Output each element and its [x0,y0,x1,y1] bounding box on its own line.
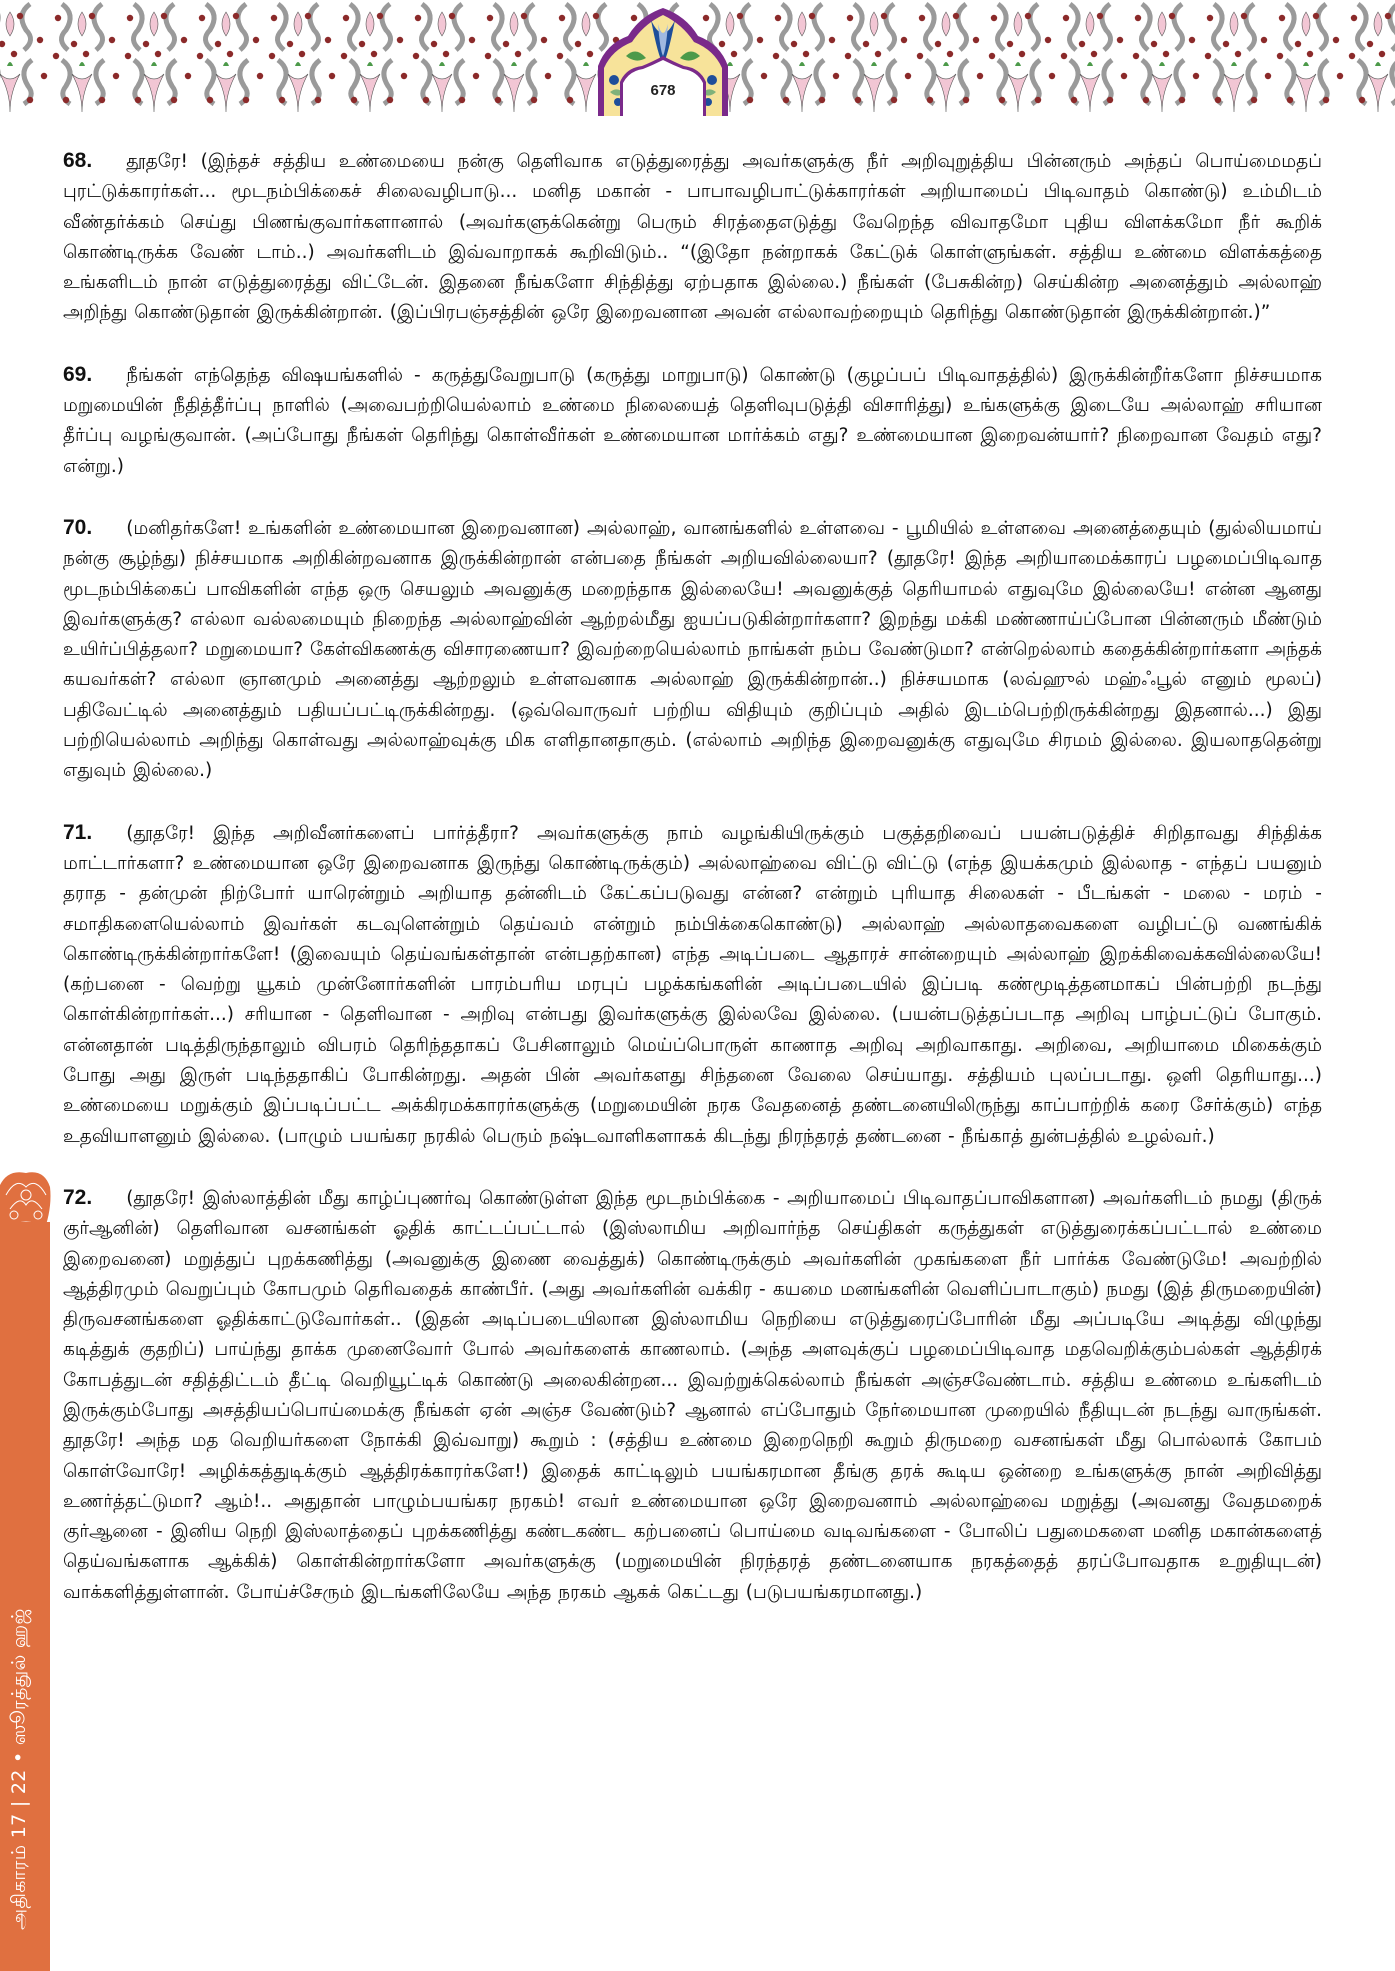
ornament-tile [917,4,983,112]
ornament-tile [0,4,47,112]
verse-text: (மனிதர்களே! உங்களின் உண்மையான இறைவனான) அல்லாஹ், வானங்களில் உள்ளவை - பூமியில் உள்ளவை அனைத்தையும் (துல்லியமாய் நன்கு சூழ்ந்து) நிச்சயமாக அறிகின்றவனாக இருக்கின்றான் என்பதை நீங்கள் அறியவில்லையா? (தூதரே! இந்த அறியாமைக்காரப் பழமைப்பிடிவாத மூடநம்பிக்கைப் பாவிகளின் எந்த ஒரு செயலும் அவனுக்கு மறைந்தாக இல்லையே! அவனுக்குத் தெரியாமல் எதுவுமே இல்லையே! என்ன ஆனது இவர்களுக்கு? எல்லா வல்லமையும் நிறைந்த அல்லாஹ்வின் ஆற்றல்மீது ஐயப்படுகின்றார்களா? இறந்து மக்கி மண்ணாய்ப்போன பின்னரும் மீண்டும் உயிர்ப்பித்தலா? மறுமையா? கேள்விகணக்கு விசாரணையா? இவற்றையெல்லாம் நாங்கள் நம்ப வேண்டுமா? என்றெல்லாம் கதைக்கின்றார்களா அந்தக் கயவர்கள்? எல்லா ஞானமும் அனைத்து ஆற்றலும் உள்ளவனாக அல்லாஹ் இருக்கின்றான்..) நிச்சயமாக (லவ்ஹுல் மஹ்ஃபூல் எனும் மூலப்) பதிவேட்டில் அனைத்தும் பதியப்பட்டிருக்கின்றது. (ஒவ்வொருவர் பற்றிய விதியும் குறிப்பும் அதில் இடம்பெற்றிருக்கின்றது இதனால்...) இது பற்றியெல்லாம் அறிந்து கொள்வது அல்லாஹ்வுக்கு மிக எளிதானதாகும். (எல்லாம் அறிந்த இறைவனுக்கு எதுவுமே சிரமம் இல்லை. இயலாததென்று எதுவும் இல்லை.) [63,517,1322,782]
page-number: 678 [650,82,676,99]
ornament-tile [53,4,119,112]
verse-number: 68. [63,149,93,172]
ornament-tile [1061,4,1127,112]
page-content [63,146,1322,1638]
verse-number: 69. [63,362,93,386]
verse-number: 71. [63,820,93,844]
ornament-tile [269,4,335,112]
ornament-tile [1205,4,1271,112]
verse-paragraph [63,360,1322,482]
verse-text: தூதரே! (இந்தச் சத்திய உண்மையை நன்கு தெளிவாக எடுத்துரைத்து அவர்களுக்கு நீர் அறிவுறுத்திய பின்னரும் அந்தப் பொய்மைமதப் புரட்டுக்காரர்கள்... மூடநம்பிக்கைச் சிலைவழிபாடு... மனித மகான் - பாபாவழிபாட்டுக்காரர்கள் அறியாமைப் பிடிவாதம் கொண்டு) உம்மிடம் வீண்தர்க்கம் செய்து பிணங்குவார்களானால் (அவர்களுக்கென்று பெரும் சிரத்தைஎடுத்து வேறெந்த விவாதமோ புதிய விளக்கமோ நீர் கூறிக் கொண்டிருக்க வேண் டாம்..) அவர்களிடம் இவ்வாறாகக் கூறிவிடும்.. “(இதோ நன்றாகக் கேட்டுக் கொள்ளுங்கள். சத்திய உண்மை விளக்கத்தை உங்களிடம் நான் எடுத்துரைத்து விட்டேன். இதனை நீங்களோ சிந்தித்து ஏற்பதாக இல்லை.) நீங்கள் (பேசுகின்ற) செய்கின்ற அனைத்தும் அல்லாஹ் அறிந்து கொண்டுதான் இருக்கின்றான். (இப்பிரபஞ்சத்தின் ஒரே இறைவனான அவன் எல்லாவற்றையும் தெரிந்து கொண்டுதான் இருக்கின்றான்.)” [63,151,1322,324]
verse-text: (தூதரே! இந்த அறிவீனர்களைப் பார்த்தீரா? அவர்களுக்கு நாம் வழங்கியிருக்கும் பகுத்தறிவைப் பயன்படுத்திச் சிறிதாவது சிந்திக்க மாட்டார்களா? உண்மையான ஒரே இறைவனாக இருந்து கொண்டிருக்கும்) அல்லாஹ்வை விட்டு விட்டு (எந்த இயக்கமும் இல்லாத - எந்தப் பயனும் தராத - தன்முன் நிற்போர் யாரென்றும் அறியாத தன்னிடம் கேட்கப்படுவது என்ன? என்றும் புரியாத சிலைகள் - பீடங்கள் - மலை - மரம் - சமாதிகளையெல்லாம் இவர்கள் கடவுளென்றும் தெய்வம் என்றும் நம்பிக்கைகொண்டு) அல்லாஹ் அல்லாதவைகளை வழிபட்டு வணங்கிக் கொண்டிருக்கின்றார்களே! (இவையும் தெய்வங்கள்தான் என்பதற்கான) எந்த அடிப்படை ஆதாரச் சான்றையும் அல்லாஹ் இறக்கிவைக்கவில்லையே! (கற்பனை - வெற்று யூகம் முன்னோர்களின் பாரம்பரிய மரபுப் பழக்கங்களின் அடிப்படையில் இப்படி கண்மூடித்தனமாகப் பின்பற்றி நடந்து கொள்கின்றார்கள்...) சரியான - தெளிவான - அறிவு என்பது இவர்களுக்கு இல்லவே இல்லை. (பயன்படுத்தப்படாத அறிவு பாழ்பட்டுப் போகும். என்னதான் படித்திருந்தாலும் விபரம் தெரிந்ததாகப் பேசினாலும் மெய்ப்பொருள் காணாத அறிவு அறிவாகாது. அறிவை, அறியாமை மிகைக்கும் போது அது இருள் படிந்ததாகிப் போகின்றது. அதன் பின் அவர்களது சிந்தனை வேலை செய்யாது. சத்தியம் புலப்படாது. ஒளி தெரியாது...) உண்மையை மறுக்கும் இப்படிப்பட்ட அக்கிரமக்காரர்களுக்கு (மறுமையின் நரக வேதனைத் தண்டனையிலிருந்து காப்பாற்றிக் கரை சேர்க்கும்) எந்த உதவியாளனும் இல்லை. (பாழும் பயங்கர நரகில் பெரும் நஷ்டவாளிகளாகக் கிடந்து நிரந்தரத் தண்டனை - நீங்காத் துன்பத்தில் உழல்வர்.) [63,822,1322,1147]
ornament-tile [1277,4,1343,112]
ornament-tile [773,4,839,112]
verse-number: 72. [63,1185,93,1209]
ornament-tile [413,4,479,112]
ornament-tile [1133,4,1199,112]
ornament-tile [125,4,191,112]
ornament-tile [197,4,263,112]
page-number-arch-ornament [596,6,730,116]
ornament-tile [1349,4,1395,112]
ornament-tile [989,4,1055,112]
ornament-tile [845,4,911,112]
verse-text: (தூதரே! இஸ்லாத்தின் மீது காழ்ப்புணர்வு கொண்டுள்ள இந்த மூடநம்பிக்கை - அறியாமைப் பிடிவாதப்பாவிகளான) அவர்களிடம் நமது (திருக் குர்ஆனின்) தெளிவான வசனங்கள் ஓதிக் காட்டப்பட்டால் (இஸ்லாமிய அறிவார்ந்த செய்திகள் கருத்துகள் எடுத்துரைக்கப்பட்டால் உண்மை இறைவனை) மறுத்துப் புறக்கணித்து (அவனுக்கு இணை வைத்துக்) கொண்டிருக்கும் அவர்களின் முகங்களை நீர் பார்க்க வேண்டுமே! அவற்றில் ஆத்திரமும் வெறுப்பும் கோபமும் தெரிவதைக் காண்பீர். (அது அவர்களின் வக்கிர - கயமை மனங்களின் வெளிப்பாடாகும்) நமது (இத் திருமறையின்) திருவசனங்களை ஓதிக்காட்டுவோர்கள்.. (இதன் அடிப்படையிலான இஸ்லாமிய நெறியை எடுத்துரைப்போரின் மீது அப்படியே அடித்து விழுந்து கடித்துக் குதறிப்) பாய்ந்து தாக்க முனைவோர் போல் அவர்களைக் காணலாம். (அந்த அளவுக்குப் பழமைப்பிடிவாத மதவெறிக்கும்பல்கள் ஆத்திரக் கோபத்துடன் சதித்திட்டம் தீட்டி வெறியூட்டிக் கொண்டு அலைகின்றன... இவற்றுக்கெல்லாம் நீங்கள் அஞ்சவேண்டாம். சத்திய உண்மை உங்களிடம் இருக்கும்போது அசத்தியப்பொய்மைக்கு நீங்கள் ஏன் அஞ்ச வேண்டும்? ஆனால் எப்போதும் நேர்மையான முறையில் நீதியுடன் நடந்து வாருங்கள். தூதரே! அந்த மத வெறியர்களை நோக்கி இவ்வாறு) கூறும் : (சத்திய உண்மை இறைநெறி கூறும் திருமறை வசனங்கள் மீது பொல்லாக் கோபம் கொள்வோரே! அழிக்கத்துடிக்கும் ஆத்திரக்காரர்களே!) இதைக் காட்டிலும் பயங்கரமான தீங்கு தரக் கூடிய ஒன்றை உங்களுக்கு நான் அறிவித்து உணர்த்தட்டுமா? ஆம்!.. அதுதான் பாழும்பயங்கர நரகம்! எவர் உண்மையான ஒரே இறைவனாம் அல்லாஹ்வை மறுத்து (அவனது வேதமறைக் குர்ஆனை - இனிய நெறி இஸ்லாத்தைப் புறக்கணித்து கண்டகண்ட கற்பனைப் பொய்மை வடிவங்களை - போலிப் பதுமைகளை மனித மகான்களைத் தெய்வங்களாக ஆக்கிக்) கொள்கின்றார்களோ அவர்களுக்கு (மறுமையின் நிரந்தரத் தண்டனையாக நரகத்தைத் தரப்போவதாக உறுதியுடன்) வாக்களித்துள்ளான். போய்ச்சேரும் இடங்களிலேயே அந்த நரகம் ஆகக் கெட்டது (படுபயங்கரமானது.) [63,1187,1322,1603]
verse-paragraph [63,146,1322,329]
ornament-tile [485,4,551,112]
verse-number: 70. [63,515,93,539]
verse-paragraph [63,1183,1322,1608]
chapter-side-label: அதிகாரம் 17 | 22 • ஸூரத்துல் ஹஜ் [8,1608,30,1930]
verse-text: நீங்கள் எந்தெந்த விஷயங்களில் - கருத்துவேறுபாடு (கருத்து மாறுபாடு) கொண்டு (குழப்பப் பிடிவாதத்தில்) இருக்கின்றீர்களோ நிச்சயமாக மறுமையின் நீதித்தீர்ப்பு நாளில் (அவைபற்றியெல்லாம் உண்மை நிலையைத் தெளிவுபடுத்தி விசாரித்து) உங்களுக்கு இடையே அல்லாஹ் சரியான தீர்ப்பு வழங்குவான். (அப்போது நீங்கள் தெரிந்து கொள்வீர்கள் உண்மையான மார்க்கம் எது? உண்மையான இறைவன்யார்? நிறைவான வேதம் எது? என்று.) [63,364,1322,477]
ornament-tile [341,4,407,112]
verse-paragraph [63,818,1322,1152]
verse-paragraph [63,513,1322,787]
